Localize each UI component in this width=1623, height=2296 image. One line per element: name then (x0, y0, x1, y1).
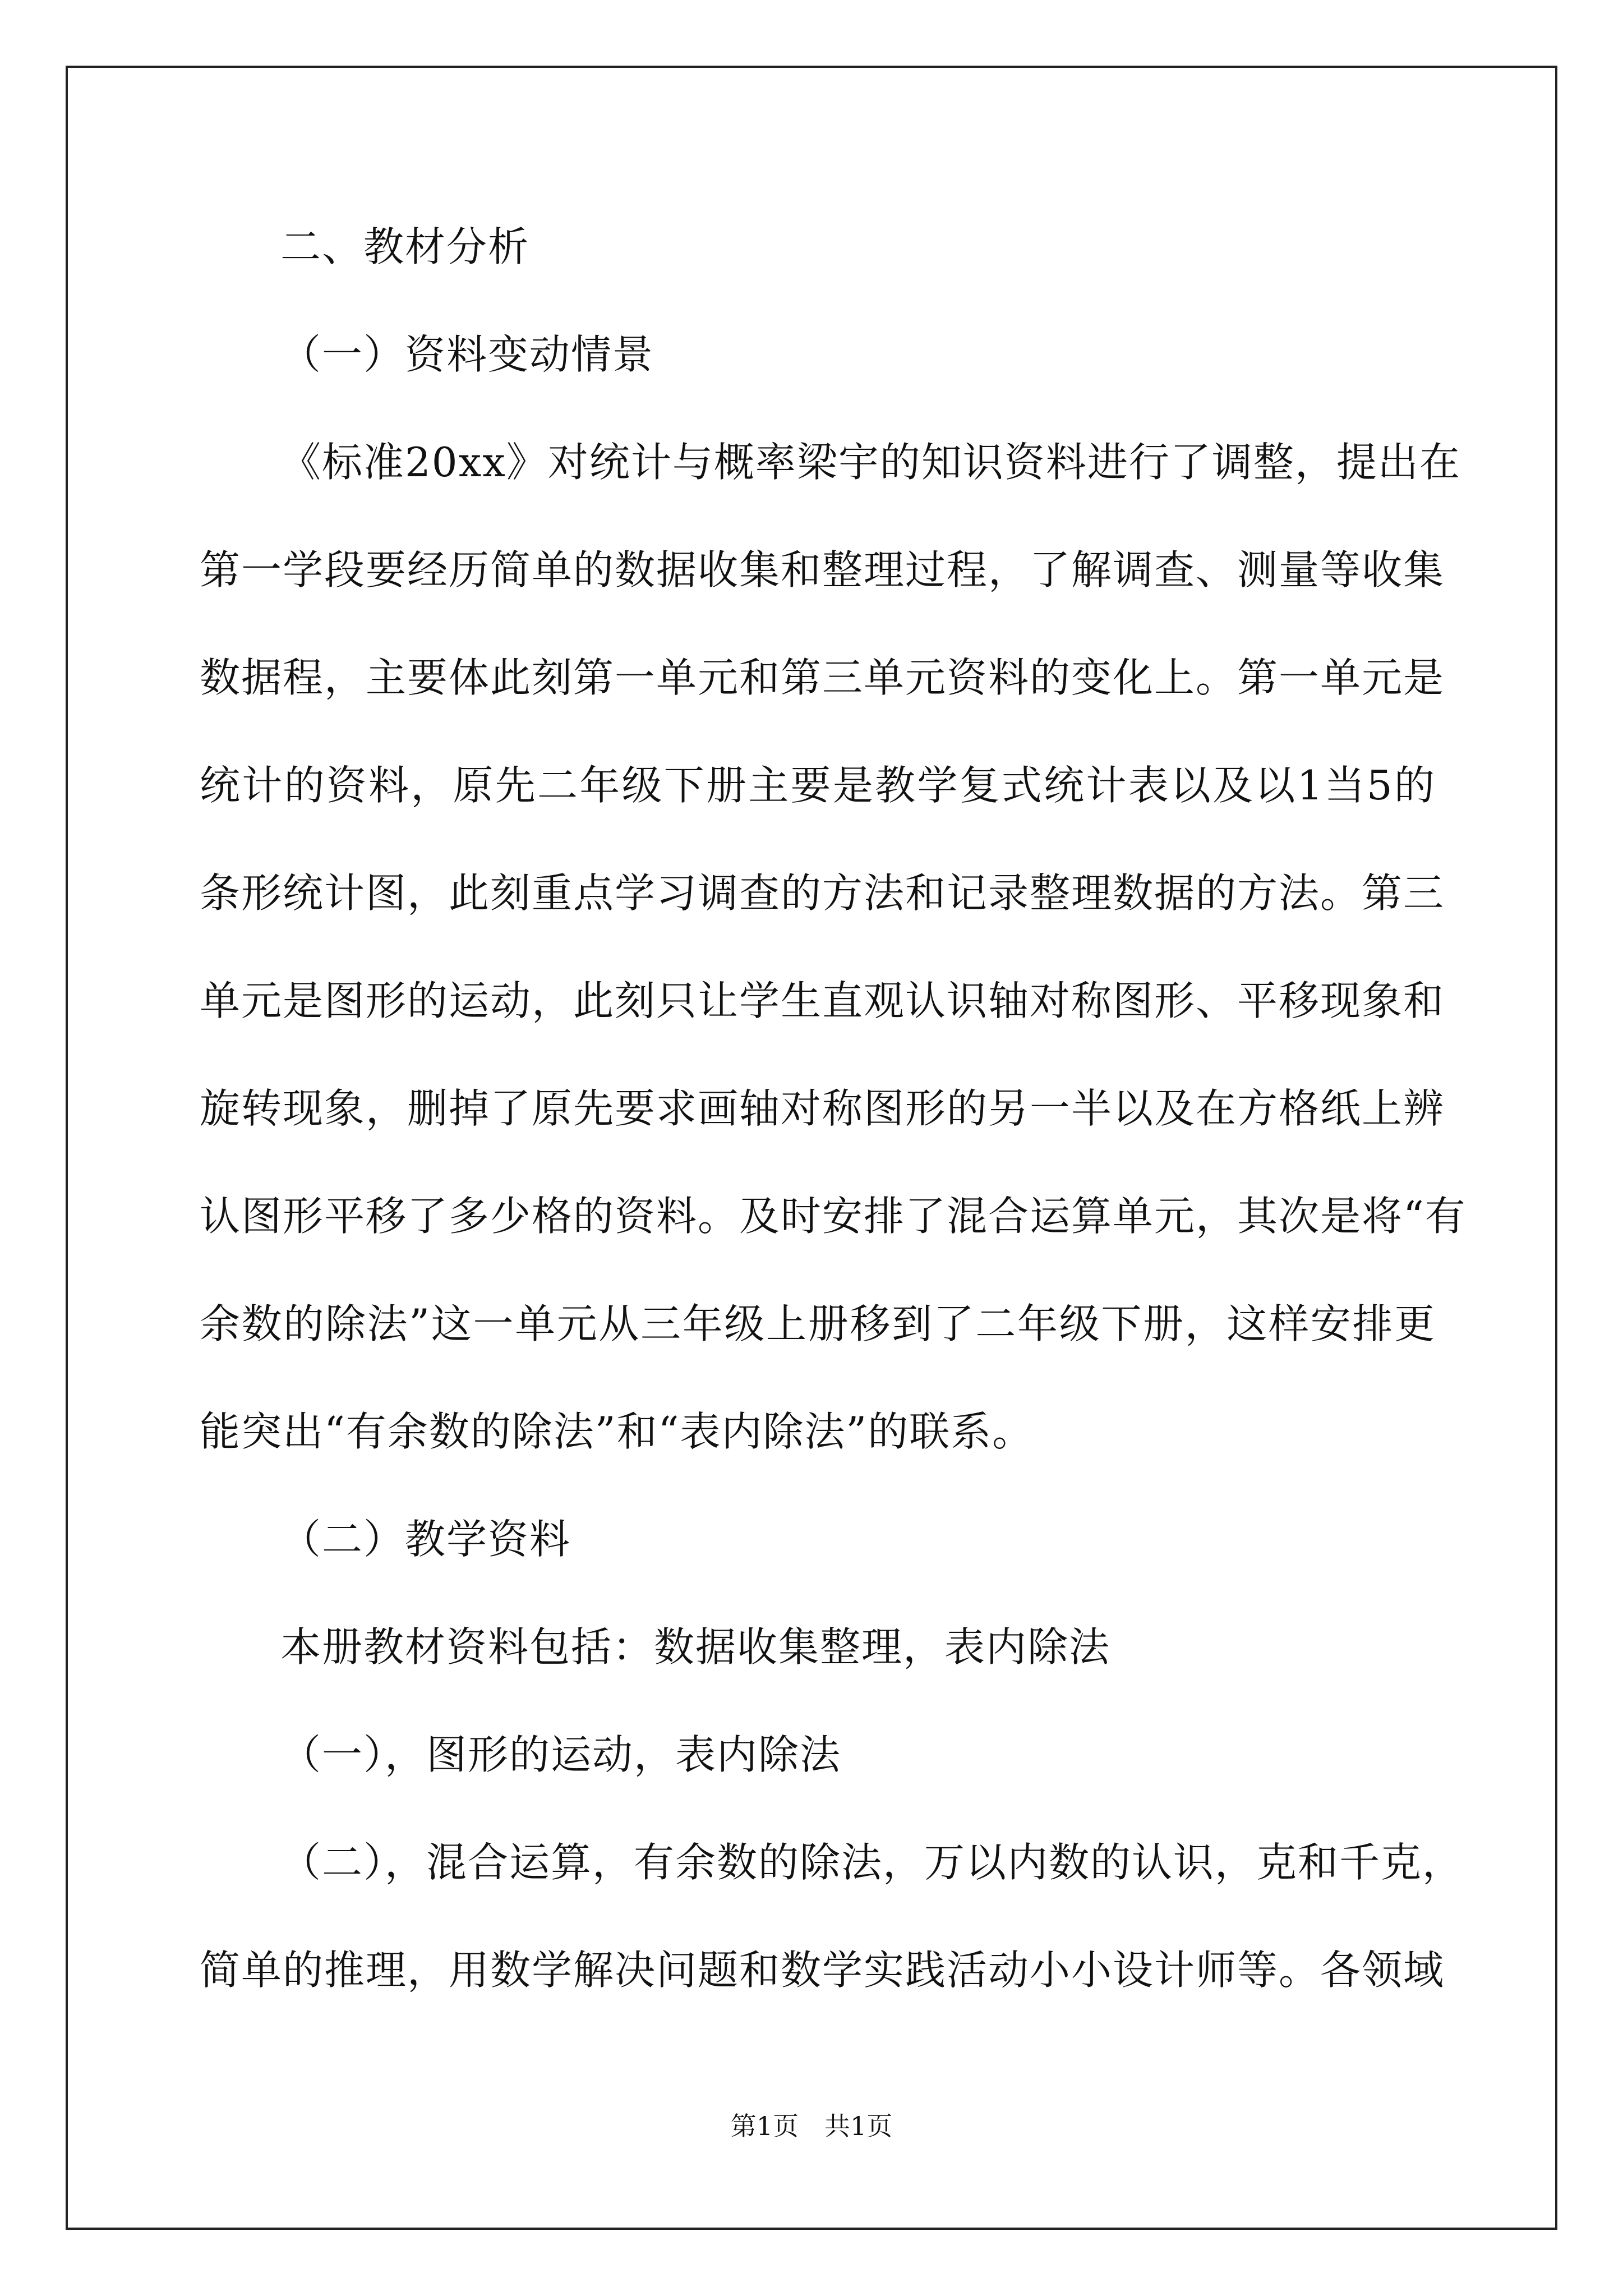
page-border (66, 66, 1557, 2230)
paragraph-line: 条形统计图，此刻重点学习调查的方法和记录整理数据的方法。第三 (200, 869, 1445, 917)
paragraph-line: 认图形平移了多少格的资料。及时安排了混合运算单元，其次是将“有 (200, 1193, 1467, 1240)
section-heading: 二、教材分析 (280, 223, 530, 270)
subsection-title-2: （二）教学资料 (280, 1516, 571, 1563)
paragraph-line: 单元是图形的运动，此刻只让学生直观认识轴对称图形、平移现象和 (200, 977, 1445, 1024)
subsection-title-1: （一）资料变动情景 (280, 331, 654, 378)
list-item: （一），图形的运动，表内除法 (280, 1731, 842, 1778)
paragraph-line: 本册教材资料包括：数据收集整理，表内除法 (280, 1623, 1111, 1671)
page-footer: 第1页 共1页 (730, 2111, 893, 2141)
paragraph-line: 数据程，主要体此刻第一单元和第三单元资料的变化上。第一单元是 (200, 654, 1445, 701)
paragraph-line-last: 能突出“有余数的除法”和“表内除法”的联系。 (200, 1408, 1034, 1455)
paragraph-line: 统计的资料，原先二年级下册主要是教学复式统计表以及以1当5的 (200, 762, 1436, 809)
paragraph-line: 第一学段要经历简单的数据收集和整理过程，了解调查、测量等收集 (200, 546, 1445, 593)
paragraph-line: 余数的除法”这一单元从三年级上册移到了二年级下册，这样安排更 (200, 1300, 1436, 1347)
list-item: （二），混合运算，有余数的除法，万以内数的认识，克和千克， (280, 1839, 1464, 1886)
list-item-continuation: 简单的推理，用数学解决问题和数学实践活动小小设计师等。各领域 (200, 1947, 1445, 1994)
paragraph-line: 旋转现象，删掉了原先要求画轴对称图形的另一半以及在方格纸上辨 (200, 1085, 1445, 1132)
paragraph-line: 《标准20xx》对统计与概率梁宇的知识资料进行了调整，提出在 (280, 439, 1461, 486)
